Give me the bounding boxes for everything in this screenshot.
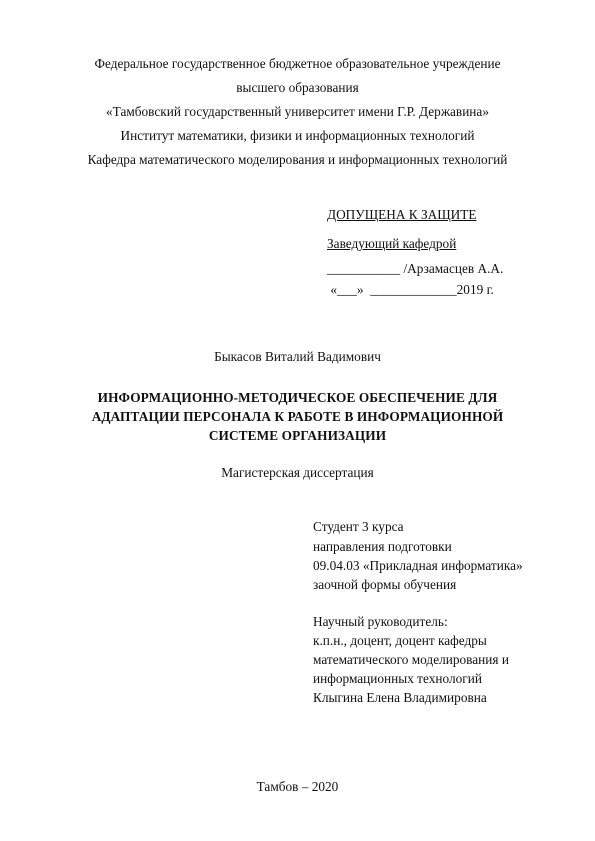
supervisor-line-2: к.п.н., доцент, доцент кафедры (313, 633, 487, 648)
approval-role: Заведующий кафедрой (327, 236, 457, 251)
supervisor-line-3: математического моделирования и (313, 652, 509, 667)
thesis-title-line-1: ИНФОРМАЦИОННО-МЕТОДИЧЕСКОЕ ОБЕСПЕЧЕНИЕ ДЛЯ (97, 390, 498, 405)
thesis-title-line-2: АДАПТАЦИИ ПЕРСОНАЛА К РАБОТЕ В ИНФОРМАЦИОННОЙ (91, 409, 504, 424)
student-line-3: 09.04.03 «Прикладная информатика» (313, 558, 523, 573)
org-line-1: Федеральное государственное бюджетное образовательное учреждение (94, 56, 501, 71)
approval-date-line: «___» _____________2019 г. (327, 282, 494, 297)
student-line-4: заочной формы обучения (313, 577, 457, 592)
city-year: Тамбов – 2020 (256, 779, 339, 794)
thesis-title-line-3: СИСТЕМЕ ОРГАНИЗАЦИИ (208, 428, 387, 443)
institute-name: Институт математики, физики и информационных технологий (120, 128, 475, 143)
approval-heading: ДОПУЩЕНА К ЗАЩИТЕ (327, 207, 477, 222)
work-type: Магистерская диссертация (221, 465, 374, 480)
university-name: «Тамбовский государственный университет имени Г.Р. Державина» (106, 104, 489, 119)
student-line-1: Студент 3 курса (313, 519, 404, 534)
supervisor-line-1: Научный руководитель: (313, 614, 448, 629)
org-line-2: высшего образования (236, 80, 359, 95)
department-name: Кафедра математического моделирования и информационных технологий (87, 152, 508, 167)
supervisor-line-4: информационных технологий (313, 671, 482, 686)
author-name: Быкасов Виталий Вадимович (214, 349, 381, 364)
student-line-2: направления подготовки (313, 539, 452, 554)
supervisor-name: Клыгина Елена Владимировна (313, 690, 487, 705)
approval-signature-line: ___________ /Арзамасцев А.А. (327, 261, 504, 276)
